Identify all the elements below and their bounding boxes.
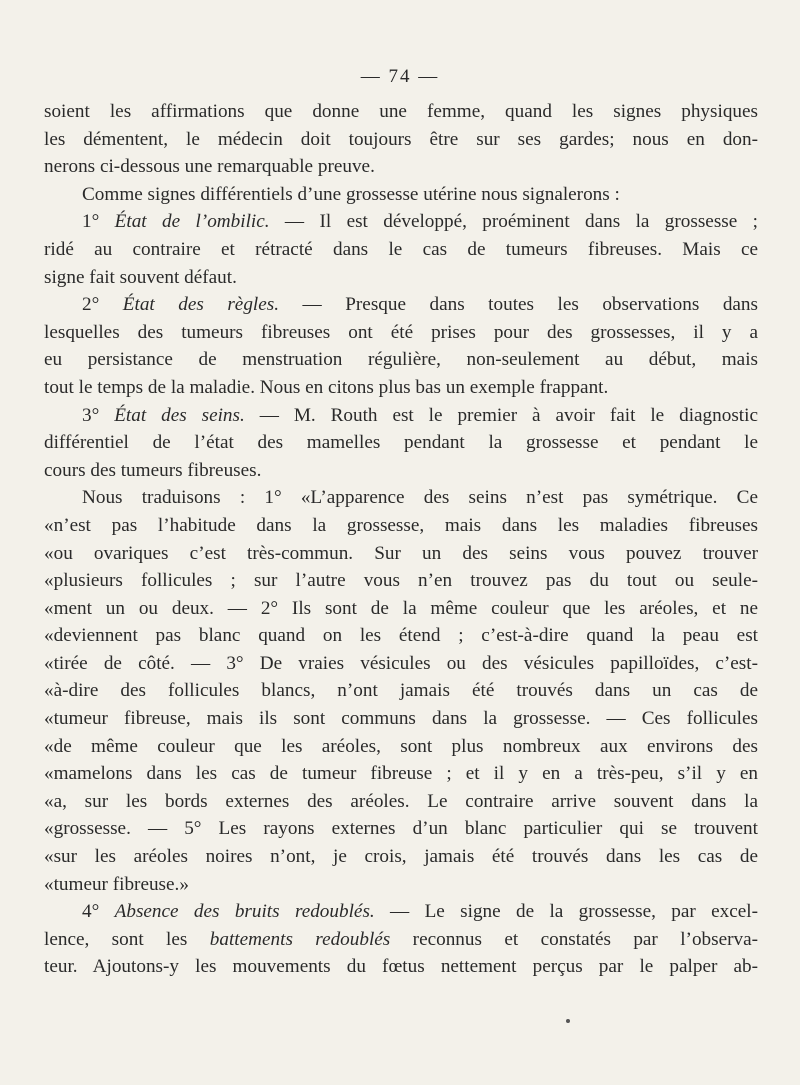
text-segment: «plusieurs follicules ; sur l’autre vous n’en trouvez pas du tout ou seule-: [44, 570, 758, 592]
text-line: [44, 374, 758, 402]
text-segment: — Il est développé, proéminent dans la grossesse ;: [269, 211, 758, 233]
text-line: [44, 567, 758, 595]
text-segment: reconnus et constatés par l’observa-: [390, 928, 759, 950]
text-segment: «mamelons dans les cas de tumeur fibreuse ; et il y en a très-peu, s’il y en: [44, 763, 758, 785]
text-line: [44, 733, 758, 761]
text-segment: «sur les aréoles noires n’ont, je crois, jamais été trouvés dans les cas de: [44, 846, 758, 868]
text-line: [44, 760, 758, 788]
italic-heading: battements redoublés: [209, 928, 391, 950]
text-segment: — M. Routh est le premier à avoir fait le diagnostic: [244, 404, 758, 426]
text-line: [44, 484, 758, 512]
text-line: [44, 650, 758, 678]
text-segment: Comme signes différentiels d’une grossesse utérine nous signalerons :: [82, 183, 620, 205]
text-line: [44, 457, 758, 485]
body-text: [44, 98, 758, 981]
text-line: [44, 181, 758, 209]
text-line: [44, 512, 758, 540]
text-line: [44, 291, 758, 319]
text-line: [44, 319, 758, 347]
italic-heading: État des seins.: [114, 404, 245, 426]
italic-heading: Absence des bruits redoublés.: [114, 901, 375, 923]
page-number: — 74 —: [360, 66, 440, 87]
text-segment: différentiel de l’état des mamelles pendant la grossesse et pendant le: [44, 432, 758, 454]
text-segment: 2°: [82, 294, 123, 316]
italic-heading: État de l’ombilic.: [114, 211, 270, 233]
text-segment: tout le temps de la maladie. Nous en citons plus bas un exemple frappant.: [44, 376, 609, 398]
text-line: [44, 236, 758, 264]
text-segment: «à-dire des follicules blancs, n’ont jamais été trouvés dans un cas de: [44, 680, 758, 702]
text-segment: «tumeur fibreuse, mais ils sont communs dans la grossesse. — Ces follicules: [44, 708, 758, 730]
text-segment: Nous traduisons : 1° «L’apparence des seins n’est pas symétrique. Ce: [82, 487, 758, 509]
text-line: [44, 595, 758, 623]
text-line: [44, 153, 758, 181]
text-segment: «grossesse. — 5° Les rayons externes d’un blanc particulier qui se trouvent: [44, 818, 758, 840]
text-segment: «ou ovariques c’est très-commun. Sur un des seins vous pouvez trouver: [44, 542, 758, 564]
text-line: [44, 264, 758, 292]
text-line: [44, 898, 758, 926]
text-segment: «a, sur les bords externes des aréoles. Le contraire arrive souvent dans la: [44, 790, 758, 812]
text-line: [44, 926, 758, 954]
text-line: [44, 871, 758, 899]
text-segment: — Presque dans toutes les observations dans: [279, 294, 758, 316]
text-segment: les démentent, le médecin doit toujours être sur ses gardes; nous en don-: [44, 128, 758, 150]
text-line: [44, 677, 758, 705]
text-segment: cours des tumeurs fibreuses.: [44, 459, 262, 481]
text-segment: eu persistance de menstruation régulière, non-seulement au début, mais: [44, 349, 758, 371]
text-line: [44, 346, 758, 374]
text-segment: 1°: [82, 211, 115, 233]
text-line: [44, 98, 758, 126]
text-line: [44, 126, 758, 154]
text-line: [44, 788, 758, 816]
text-segment: 4°: [82, 901, 115, 923]
text-segment: signe fait souvent défaut.: [44, 266, 237, 288]
text-line: [44, 815, 758, 843]
text-segment: «tirée de côté. — 3° De vraies vésicules ou des vésicules papilloïdes, c’est-: [44, 652, 758, 674]
text-segment: «deviennent pas blanc quand on les étend ; c’est-à-dire quand la peau est: [44, 625, 758, 647]
text-line: [44, 705, 758, 733]
text-segment: 3°: [82, 404, 115, 426]
text-segment: lesquelles des tumeurs fibreuses ont été prises pour des grossesses, il y a: [44, 321, 758, 343]
text-line: [44, 540, 758, 568]
ink-speck: [566, 1019, 570, 1023]
text-segment: «n’est pas l’habitude dans la grossesse, mais dans les maladies fibreuses: [44, 514, 758, 536]
text-segment: «de même couleur que les aréoles, sont plus nombreux aux environs des: [44, 735, 758, 757]
text-line: [44, 622, 758, 650]
text-segment: — Le signe de la grossesse, par excel-: [374, 901, 758, 923]
text-line: [44, 843, 758, 871]
text-segment: lence, sont les: [44, 928, 210, 950]
text-segment: «tumeur fibreuse.»: [44, 873, 189, 895]
text-line: [44, 208, 758, 236]
text-line: [44, 402, 758, 430]
text-segment: nerons ci-dessous une remarquable preuve.: [44, 156, 375, 178]
text-segment: ridé au contraire et rétracté dans le cas de tumeurs fibreuses. Mais ce: [44, 238, 758, 260]
text-segment: soient les affirmations que donne une femme, quand les signes physiques: [44, 101, 758, 122]
text-line: [44, 953, 758, 981]
text-segment: teur. Ajoutons-y les mouvements du fœtus nettement perçus par le palper ab-: [44, 956, 758, 978]
italic-heading: État des règles.: [122, 294, 280, 316]
text-segment: «ment un ou deux. — 2° Ils sont de la même couleur que les aréoles, et ne: [44, 597, 758, 619]
text-line: [44, 429, 758, 457]
